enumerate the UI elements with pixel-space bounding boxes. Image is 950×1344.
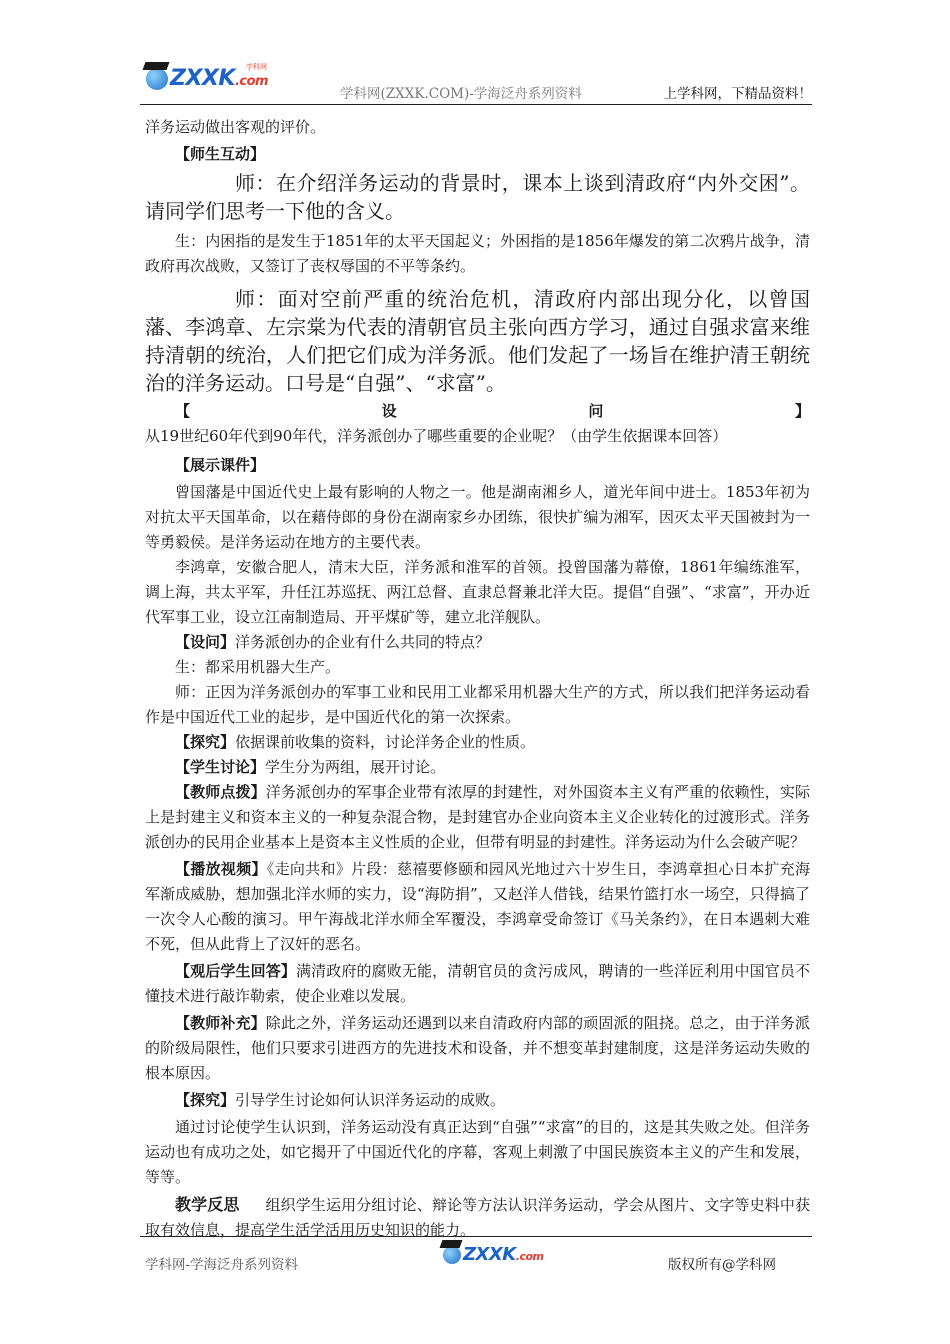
header-center-text: 学科网(ZXXK.COM)-学海泛舟系列资料 xyxy=(340,86,582,102)
student-line: 生：内困指的是发生于1851年的太平天国起义；外困指的是1856年爆发的第二次鸦片战争，清政府再次战败，又签订了丧权辱国的不平等条约。 xyxy=(145,232,810,275)
teacher-supplement: 【教师补充】除此之外，洋务运动还遇到以来自清政府内部的顽固派的阻挠。总之，由于洋务派的阶级局限性，他们只要求引进西方的先进技术和设备，并不想变革封建制度，这是洋务运动失败的根本原因。 xyxy=(145,1014,810,1082)
footer-logo-text: ZXXK.com xyxy=(463,1244,544,1265)
video: 【播放视频】《走向共和》片段：慈禧要修颐和园风光地过六十岁生日，李鸿章担心日本扩充海军渐成威胁，想加强北洋水师的实力，设“海防捐”，又赵洋人借钱，结果竹篮打水一场空，只得搞了一次令人心酸的演习。甲午海战北洋水师全军覆没，李鸿章受命签订《马关条约》，在日本遇刺大难不死，但从此背上了汉奸的恶名。 xyxy=(145,860,810,953)
reflection: 教学反思 组织学生运用分组讨论、辩论等方法认识洋务运动，学会从图片、文字等史料中获取有效信息，提高学生活学活用历史知识的能力。 xyxy=(145,1195,810,1239)
globe-icon xyxy=(146,68,168,90)
teacher-line: 师：正因为洋务派创办的军事工业和民用工业都采用机器大生产的方式，所以我们把洋务运动看作是中国近代工业的起步，是中国近代化的第一次探索。 xyxy=(145,683,810,726)
explore: 【探究】引导学生讨论如何认识洋务运动的成败。 xyxy=(175,1091,506,1109)
student-answer: 【观后学生回答】满清政府的腐败无能，清朝官员的贪污成风，聘请的一些洋匠利用中国官员不懂技术进行敲诈勒索，使企业难以发展。 xyxy=(145,962,810,1005)
footer-logo xyxy=(443,1244,543,1265)
paragraph: 洋务运动做出客观的评价。 xyxy=(145,118,326,136)
student-line: 生：都采用机器大生产。 xyxy=(175,658,341,676)
footer-divider xyxy=(140,1236,812,1237)
teacher-line: 师：在介绍洋务运动的背景时，课本上谈到清政府“内外交困”。请同学们思考一下他的含义。 xyxy=(145,171,810,223)
question: 【设问】洋务派创办的企业有什么共同的特点？ xyxy=(175,633,491,651)
teacher-guide: 【教师点拨】洋务派创办的军事企业带有浓厚的封建性，对外国资本主义有严重的依赖性，实际上是封建主义和资本主义的一种复杂混合物，是封建官办企业向资本主义企业转化的过渡形式。洋务派创办的民用企业基本上是资本主义性质的企业，但带有明显的封建性。洋务运动为什么会破产呢？ xyxy=(145,783,810,851)
conclusion: 通过讨论使学生认识到，洋务运动没有真正达到“自强”“求富”的目的，这是其失败之处。但洋务运动也有成功之处，如它揭开了中国近代化的序幕，客观上刺激了中国民族资本主义的产生和发展，等等。 xyxy=(145,1118,810,1186)
logo-text: ZXXK.com xyxy=(170,66,269,91)
graduation-cap-icon xyxy=(143,62,170,70)
paragraph: 李鸿章，安徽合肥人，清末大臣，洋务派和淮军的首领。投曾国藩为幕僚，1861年编练淮军，调上海，共太平军，升任江苏巡抚、两江总督、直隶总督兼北洋大臣。提倡“自强”、“求富”，开办近代军事工业，设立江南制造局、开平煤矿等，建立北洋舰队。 xyxy=(145,558,810,626)
footer-left-text: 学科网-学海泛舟系列资料 xyxy=(145,1257,299,1273)
teacher-line: 师：面对空前严重的统治危机，清政府内部出现分化，以曾国藩、李鸿章、左宗棠为代表的清朝官员主张向西方学习，通过自强求富来维持清朝的统治，人们把它们成为洋务派。他们发起了一场旨在维护清王朝统治的洋务运动。口号是“自强”、“求富”。 xyxy=(145,287,810,395)
header-divider xyxy=(140,104,812,105)
section-label: 【展示课件】 xyxy=(175,456,266,474)
discussion: 【学生讨论】学生分为两组，展开讨论。 xyxy=(175,758,446,776)
globe-icon xyxy=(443,1246,461,1264)
header-right-text: 上学科网，下精品资料！ xyxy=(663,86,812,102)
section-label: 【师生互动】 xyxy=(175,145,266,163)
header-logo xyxy=(146,63,269,91)
paragraph: 曾国藩是中国近代史上最有影响的人物之一。他是湖南湘乡人，道光年间中进士。1853年初为对抗太平天国革命，以在藉侍郎的身份在湖南家乡办团练，很快扩编为湘军，因灭太平天国被封为一等勇毅侯。是洋务运动在地方的主要代表。 xyxy=(145,483,810,551)
footer-right-text: 版权所有@学科网 xyxy=(668,1257,776,1273)
logo-cn: 学科网 xyxy=(246,63,267,71)
explore: 【探究】依据课前收集的资料，讨论洋务企业的性质。 xyxy=(175,733,536,751)
question: 【设问】从19世纪60年代到90年代，洋务派创办了哪些重要的企业呢？（由学生依据课本回答） xyxy=(145,402,810,445)
document-body xyxy=(145,115,810,1243)
graduation-cap-icon xyxy=(440,1240,463,1248)
